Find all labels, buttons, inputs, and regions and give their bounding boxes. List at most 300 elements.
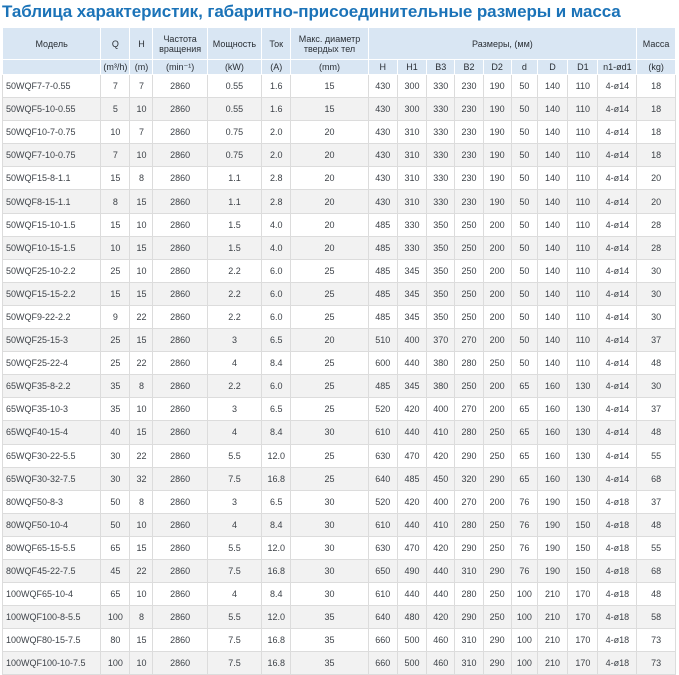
table-cell: 2.8 <box>262 190 291 213</box>
table-cell: 100 <box>511 629 537 652</box>
table-cell: 140 <box>537 167 567 190</box>
model-cell: 100WQF80-15-7.5 <box>3 629 101 652</box>
table-cell: 230 <box>455 98 483 121</box>
table-row <box>3 282 676 305</box>
table-cell: 110 <box>568 282 598 305</box>
table-cell: 190 <box>483 190 511 213</box>
model-cell: 100WQF100-8-5.5 <box>3 606 101 629</box>
header-mass: Масса <box>637 28 676 60</box>
table-cell: 50 <box>511 144 537 167</box>
table-cell: 2860 <box>153 121 207 144</box>
table-cell: 4-ø14 <box>598 213 637 236</box>
table-cell: 190 <box>537 513 567 536</box>
table-cell: 300 <box>397 98 426 121</box>
table-cell: 50 <box>511 121 537 144</box>
table-cell: 2860 <box>153 75 207 98</box>
table-row <box>3 559 676 582</box>
table-cell: 290 <box>455 444 483 467</box>
table-cell: 4-ø14 <box>598 352 637 375</box>
table-cell: 280 <box>455 513 483 536</box>
table-cell: 140 <box>537 98 567 121</box>
table-cell: 30 <box>291 421 368 444</box>
table-cell: 50 <box>511 259 537 282</box>
table-cell: 210 <box>537 583 567 606</box>
table-cell: 350 <box>427 282 455 305</box>
table-cell: 4-ø18 <box>598 490 637 513</box>
table-row <box>3 421 676 444</box>
model-cell: 50WQF15-15-2.2 <box>3 282 101 305</box>
table-body <box>3 75 676 675</box>
header-current: Ток <box>262 28 291 60</box>
table-cell: 270 <box>455 490 483 513</box>
table-cell: 16.8 <box>262 652 291 675</box>
unit-mass: (kg) <box>637 60 676 75</box>
table-cell: 58 <box>637 606 676 629</box>
table-row <box>3 167 676 190</box>
model-cell: 50WQF7-7-0.55 <box>3 75 101 98</box>
unit-power: (kW) <box>207 60 261 75</box>
table-cell: 430 <box>368 98 397 121</box>
table-cell: 68 <box>637 559 676 582</box>
table-cell: 30 <box>637 259 676 282</box>
table-cell: 5.5 <box>207 444 261 467</box>
table-row <box>3 606 676 629</box>
model-cell: 80WQF45-22-7.5 <box>3 559 101 582</box>
table-cell: 140 <box>537 352 567 375</box>
table-cell: 76 <box>511 536 537 559</box>
table-cell: 270 <box>455 329 483 352</box>
table-cell: 2860 <box>153 213 207 236</box>
table-cell: 2860 <box>153 536 207 559</box>
table-cell: 150 <box>568 559 598 582</box>
table-cell: 420 <box>427 444 455 467</box>
table-cell: 25 <box>291 467 368 490</box>
table-cell: 520 <box>368 398 397 421</box>
table-cell: 12.0 <box>262 606 291 629</box>
model-cell: 50WQF25-22-4 <box>3 352 101 375</box>
table-cell: 10 <box>130 652 153 675</box>
table-cell: 4-ø18 <box>598 652 637 675</box>
table-cell: 100 <box>511 606 537 629</box>
table-row <box>3 467 676 490</box>
table-cell: 2860 <box>153 606 207 629</box>
table-cell: 50 <box>511 167 537 190</box>
table-cell: 400 <box>427 398 455 421</box>
table-cell: 330 <box>427 190 455 213</box>
table-cell: 45 <box>101 559 130 582</box>
table-cell: 4-ø18 <box>598 513 637 536</box>
table-cell: 4 <box>207 421 261 444</box>
table-cell: 8.4 <box>262 583 291 606</box>
table-cell: 610 <box>368 583 397 606</box>
table-cell: 230 <box>455 75 483 98</box>
table-cell: 2860 <box>153 236 207 259</box>
table-cell: 440 <box>427 559 455 582</box>
table-cell: 35 <box>291 652 368 675</box>
table-cell: 650 <box>368 559 397 582</box>
table-cell: 630 <box>368 536 397 559</box>
table-cell: 6.5 <box>262 329 291 352</box>
table-cell: 2860 <box>153 305 207 328</box>
table-cell: 4-ø14 <box>598 444 637 467</box>
table-cell: 130 <box>568 444 598 467</box>
table-cell: 7.5 <box>207 467 261 490</box>
table-cell: 20 <box>637 190 676 213</box>
specs-table <box>2 27 676 675</box>
table-cell: 350 <box>427 236 455 259</box>
table-cell: 7 <box>101 75 130 98</box>
table-cell: 15 <box>130 536 153 559</box>
table-cell: 12.0 <box>262 536 291 559</box>
model-cell: 50WQF9-22-2.2 <box>3 305 101 328</box>
table-cell: 250 <box>455 213 483 236</box>
table-cell: 76 <box>511 490 537 513</box>
table-cell: 490 <box>397 559 426 582</box>
table-cell: 18 <box>637 121 676 144</box>
table-cell: 7.5 <box>207 629 261 652</box>
unit-current: (A) <box>262 60 291 75</box>
table-cell: 50 <box>511 352 537 375</box>
table-cell: 250 <box>455 259 483 282</box>
table-cell: 50 <box>511 190 537 213</box>
table-cell: 350 <box>427 213 455 236</box>
table-cell: 28 <box>637 236 676 259</box>
header-model: Модель <box>3 28 101 60</box>
table-cell: 140 <box>537 236 567 259</box>
table-cell: 410 <box>427 513 455 536</box>
table-cell: 440 <box>427 583 455 606</box>
table-cell: 9 <box>101 305 130 328</box>
table-cell: 420 <box>397 398 426 421</box>
table-cell: 460 <box>427 652 455 675</box>
table-cell: 310 <box>397 190 426 213</box>
model-cell: 50WQF5-10-0.55 <box>3 98 101 121</box>
table-cell: 350 <box>427 259 455 282</box>
table-cell: 2.2 <box>207 259 261 282</box>
table-cell: 40 <box>101 421 130 444</box>
model-cell: 65WQF30-22-5.5 <box>3 444 101 467</box>
table-cell: 250 <box>483 606 511 629</box>
table-cell: 15 <box>101 282 130 305</box>
table-cell: 200 <box>483 329 511 352</box>
table-cell: 6.0 <box>262 282 291 305</box>
table-cell: 2860 <box>153 559 207 582</box>
table-cell: 140 <box>537 329 567 352</box>
table-cell: 1.6 <box>262 75 291 98</box>
table-cell: 200 <box>483 259 511 282</box>
table-cell: 35 <box>101 375 130 398</box>
table-cell: 500 <box>397 629 426 652</box>
table-cell: 520 <box>368 490 397 513</box>
table-cell: 2.8 <box>262 167 291 190</box>
table-cell: 110 <box>568 213 598 236</box>
table-cell: 345 <box>397 375 426 398</box>
table-cell: 16.8 <box>262 629 291 652</box>
table-cell: 160 <box>537 444 567 467</box>
dim-col-d2: D2 <box>483 60 511 75</box>
table-cell: 65 <box>511 398 537 421</box>
table-cell: 18 <box>637 75 676 98</box>
table-cell: 4 <box>207 583 261 606</box>
table-cell: 6.0 <box>262 305 291 328</box>
table-cell: 200 <box>483 282 511 305</box>
table-cell: 1.6 <box>262 98 291 121</box>
table-cell: 22 <box>130 559 153 582</box>
table-row <box>3 190 676 213</box>
table-cell: 140 <box>537 144 567 167</box>
table-cell: 250 <box>483 513 511 536</box>
table-cell: 25 <box>291 305 368 328</box>
table-cell: 20 <box>291 329 368 352</box>
table-cell: 4-ø14 <box>598 282 637 305</box>
table-cell: 20 <box>291 167 368 190</box>
table-cell: 3 <box>207 490 261 513</box>
table-cell: 2860 <box>153 282 207 305</box>
table-cell: 73 <box>637 652 676 675</box>
table-cell: 1.1 <box>207 167 261 190</box>
table-cell: 25 <box>291 282 368 305</box>
table-cell: 15 <box>291 75 368 98</box>
table-cell: 65 <box>511 467 537 490</box>
table-cell: 330 <box>427 167 455 190</box>
table-cell: 140 <box>537 75 567 98</box>
table-cell: 410 <box>427 421 455 444</box>
table-cell: 110 <box>568 75 598 98</box>
table-cell: 380 <box>427 375 455 398</box>
table-cell: 30 <box>291 490 368 513</box>
table-cell: 7.5 <box>207 652 261 675</box>
table-row <box>3 329 676 352</box>
table-cell: 25 <box>291 352 368 375</box>
table-cell: 150 <box>568 490 598 513</box>
table-cell: 2860 <box>153 167 207 190</box>
page-title: Таблица характеристик, габаритно-присоединительные размеры и масса <box>2 2 621 21</box>
table-cell: 280 <box>455 421 483 444</box>
table-row <box>3 536 676 559</box>
table-cell: 48 <box>637 421 676 444</box>
model-cell: 65WQF35-10-3 <box>3 398 101 421</box>
table-cell: 48 <box>637 583 676 606</box>
table-cell: 8.4 <box>262 352 291 375</box>
table-cell: 2.2 <box>207 282 261 305</box>
table-cell: 400 <box>397 329 426 352</box>
table-cell: 250 <box>455 375 483 398</box>
table-cell: 55 <box>637 536 676 559</box>
table-cell: 640 <box>368 467 397 490</box>
table-cell: 0.75 <box>207 121 261 144</box>
table-cell: 6.0 <box>262 375 291 398</box>
unit-model <box>3 60 101 75</box>
table-cell: 8 <box>130 167 153 190</box>
table-cell: 330 <box>427 98 455 121</box>
table-cell: 25 <box>101 329 130 352</box>
table-cell: 4-ø18 <box>598 629 637 652</box>
table-cell: 25 <box>291 444 368 467</box>
table-cell: 50 <box>511 236 537 259</box>
table-cell: 65 <box>511 375 537 398</box>
table-cell: 660 <box>368 629 397 652</box>
table-cell: 130 <box>568 421 598 444</box>
table-cell: 100 <box>101 606 130 629</box>
table-cell: 290 <box>483 467 511 490</box>
table-cell: 50 <box>511 305 537 328</box>
table-cell: 0.55 <box>207 98 261 121</box>
table-cell: 330 <box>397 236 426 259</box>
header-power: Мощность <box>207 28 261 60</box>
table-cell: 4-ø14 <box>598 329 637 352</box>
table-cell: 22 <box>130 305 153 328</box>
table-cell: 50 <box>511 75 537 98</box>
table-cell: 230 <box>455 167 483 190</box>
table-cell: 440 <box>397 583 426 606</box>
table-cell: 7 <box>130 121 153 144</box>
table-row <box>3 75 676 98</box>
header-q: Q <box>101 28 130 60</box>
table-cell: 280 <box>455 583 483 606</box>
table-cell: 1.5 <box>207 236 261 259</box>
table-cell: 450 <box>427 467 455 490</box>
table-cell: 190 <box>483 167 511 190</box>
table-cell: 65 <box>101 536 130 559</box>
table-cell: 210 <box>537 629 567 652</box>
table-cell: 50 <box>101 490 130 513</box>
table-cell: 485 <box>368 259 397 282</box>
table-cell: 35 <box>101 398 130 421</box>
table-cell: 4-ø14 <box>598 421 637 444</box>
table-cell: 2860 <box>153 375 207 398</box>
table-cell: 2860 <box>153 352 207 375</box>
table-row <box>3 444 676 467</box>
table-cell: 130 <box>568 375 598 398</box>
table-cell: 250 <box>483 583 511 606</box>
table-cell: 55 <box>637 444 676 467</box>
table-cell: 8.4 <box>262 421 291 444</box>
table-row <box>3 213 676 236</box>
table-cell: 2.0 <box>262 121 291 144</box>
table-cell: 20 <box>291 213 368 236</box>
table-cell: 160 <box>537 375 567 398</box>
table-cell: 20 <box>291 121 368 144</box>
table-cell: 270 <box>455 398 483 421</box>
table-cell: 20 <box>291 190 368 213</box>
table-cell: 25 <box>101 352 130 375</box>
table-cell: 440 <box>397 352 426 375</box>
table-cell: 250 <box>455 236 483 259</box>
table-cell: 16.8 <box>262 559 291 582</box>
model-cell: 65WQF40-15-4 <box>3 421 101 444</box>
table-cell: 150 <box>568 536 598 559</box>
table-row <box>3 375 676 398</box>
table-cell: 10 <box>130 213 153 236</box>
table-cell: 2.2 <box>207 305 261 328</box>
table-cell: 4-ø14 <box>598 236 637 259</box>
table-cell: 420 <box>427 536 455 559</box>
model-cell: 50WQF7-10-0.75 <box>3 144 101 167</box>
table-cell: 30 <box>101 467 130 490</box>
table-cell: 15 <box>101 213 130 236</box>
table-cell: 2860 <box>153 629 207 652</box>
table-cell: 440 <box>397 513 426 536</box>
table-cell: 4.0 <box>262 236 291 259</box>
table-cell: 150 <box>568 513 598 536</box>
table-cell: 330 <box>427 121 455 144</box>
table-cell: 250 <box>483 421 511 444</box>
table-cell: 48 <box>637 352 676 375</box>
table-cell: 310 <box>397 121 426 144</box>
header-dimensions: Размеры, (мм) <box>368 28 637 60</box>
unit-solids: (mm) <box>291 60 368 75</box>
table-cell: 510 <box>368 329 397 352</box>
table-cell: 310 <box>455 559 483 582</box>
table-cell: 170 <box>568 652 598 675</box>
model-cell: 50WQF25-10-2.2 <box>3 259 101 282</box>
table-cell: 10 <box>130 583 153 606</box>
table-cell: 460 <box>427 629 455 652</box>
table-cell: 140 <box>537 190 567 213</box>
header-h: H <box>130 28 153 60</box>
table-cell: 130 <box>568 467 598 490</box>
table-cell: 18 <box>637 144 676 167</box>
table-cell: 1.1 <box>207 190 261 213</box>
table-cell: 4-ø18 <box>598 559 637 582</box>
table-cell: 12.0 <box>262 444 291 467</box>
model-cell: 65WQF35-8-2.2 <box>3 375 101 398</box>
table-cell: 190 <box>483 98 511 121</box>
table-cell: 6.5 <box>262 490 291 513</box>
table-cell: 190 <box>537 536 567 559</box>
table-row <box>3 236 676 259</box>
table-row <box>3 305 676 328</box>
table-cell: 345 <box>397 259 426 282</box>
table-cell: 15 <box>101 167 130 190</box>
table-cell: 4-ø18 <box>598 606 637 629</box>
table-cell: 68 <box>637 467 676 490</box>
table-cell: 76 <box>511 513 537 536</box>
table-cell: 2860 <box>153 467 207 490</box>
table-cell: 110 <box>568 144 598 167</box>
table-cell: 210 <box>537 606 567 629</box>
table-cell: 300 <box>397 75 426 98</box>
table-cell: 370 <box>427 329 455 352</box>
table-cell: 48 <box>637 513 676 536</box>
table-cell: 10 <box>101 236 130 259</box>
table-cell: 4.0 <box>262 213 291 236</box>
table-cell: 7.5 <box>207 559 261 582</box>
table-cell: 2.2 <box>207 375 261 398</box>
table-cell: 22 <box>130 352 153 375</box>
table-cell: 8 <box>130 490 153 513</box>
table-cell: 8 <box>101 190 130 213</box>
table-cell: 190 <box>483 121 511 144</box>
table-row <box>3 352 676 375</box>
table-cell: 280 <box>455 352 483 375</box>
table-cell: 15 <box>130 236 153 259</box>
table-cell: 140 <box>537 121 567 144</box>
table-cell: 200 <box>483 213 511 236</box>
table-cell: 230 <box>455 190 483 213</box>
table-cell: 2860 <box>153 421 207 444</box>
table-cell: 1.5 <box>207 213 261 236</box>
table-cell: 3 <box>207 329 261 352</box>
table-cell: 15 <box>291 98 368 121</box>
table-cell: 210 <box>537 652 567 675</box>
table-cell: 50 <box>511 213 537 236</box>
table-cell: 250 <box>483 444 511 467</box>
table-cell: 160 <box>537 467 567 490</box>
table-cell: 50 <box>511 282 537 305</box>
table-cell: 250 <box>483 536 511 559</box>
table-cell: 10 <box>130 98 153 121</box>
